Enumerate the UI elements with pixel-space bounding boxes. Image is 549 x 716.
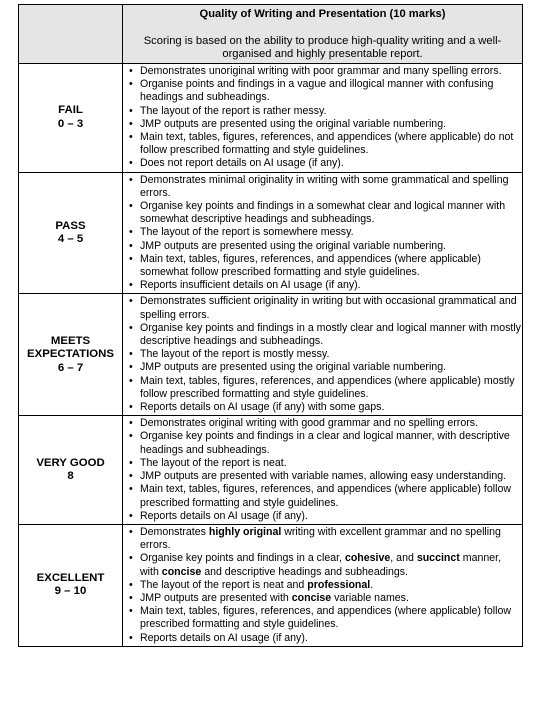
- criterion-item: • Main text, tables, figures, references, and appendices (where applicable) follow prescribed formatting and style guidelines.: [127, 483, 522, 509]
- rubric-row: [19, 172, 523, 294]
- criteria-list: [123, 525, 522, 646]
- criterion-item: • Organise points and findings in a vague and illogical manner with confusing headings and subheadings.: [127, 78, 522, 104]
- criterion-item: • JMP outputs are presented using the original variable numbering.: [127, 240, 522, 253]
- grade-range: 4 – 5: [57, 233, 84, 246]
- grade-label: PASS: [55, 219, 86, 232]
- rubric-row: [19, 524, 523, 646]
- rubric-row: [19, 416, 523, 525]
- criterion-item: • JMP outputs are presented using the original variable numbering.: [127, 361, 522, 374]
- criterion-item: • JMP outputs are presented with variable names, allowing easy understanding.: [127, 470, 522, 483]
- criterion-item: • Demonstrates sufficient originality in writing but with occasional grammatical and spelling errors.: [127, 295, 522, 321]
- criterion-item: • The layout of the report is somewhere messy.: [127, 226, 522, 239]
- rubric-row: [19, 294, 523, 416]
- criteria-cell: [123, 64, 523, 173]
- criterion-item: • Does not report details on AI usage (if any).: [127, 157, 522, 170]
- criterion-item: • Organise key points and findings in a clear and logical manner, with descriptive headings and subheadings.: [127, 430, 522, 456]
- criterion-item: • Organise key points and findings in a somewhat clear and logical manner with somewhat descriptive headings and subheadings.: [127, 200, 522, 226]
- emphasis-text: concise: [291, 591, 332, 604]
- grade-cell: [19, 524, 123, 646]
- emphasis-text: succinct: [416, 552, 460, 565]
- grade-label: MEETS: [50, 334, 91, 347]
- grade-label: VERY GOOD: [36, 456, 105, 469]
- rubric-table: [18, 4, 523, 647]
- criterion-item: • The layout of the report is mostly messy.: [127, 348, 522, 361]
- rubric-header-blank-cell: [19, 5, 123, 64]
- criterion-item: • Demonstrates original writing with good grammar and no spelling errors.: [127, 417, 522, 430]
- criterion-item: • The layout of the report is neat.: [127, 457, 522, 470]
- criteria-list: [123, 173, 522, 294]
- criterion-item: • Demonstrates unoriginal writing with poor grammar and many spelling errors.: [127, 65, 522, 78]
- emphasis-text: highly original: [208, 525, 282, 538]
- criterion-item: • JMP outputs are presented using the original variable numbering.: [127, 118, 522, 131]
- emphasis-text: concise: [161, 565, 202, 578]
- criteria-cell: [123, 172, 523, 294]
- criterion-item: • Organise key points and findings in a mostly clear and logical manner with mostly descriptive headings and subheadings.: [127, 322, 522, 348]
- grade-cell: [19, 294, 123, 416]
- grade-cell: [19, 64, 123, 173]
- rubric-title: Quality of Writing and Presentation (10 marks): [199, 8, 446, 20]
- criterion-item: • Reports insufficient details on AI usage (if any).: [127, 279, 522, 292]
- criteria-cell: [123, 416, 523, 525]
- grade-label: EXCELLENT: [36, 571, 105, 584]
- grade-label: FAIL: [58, 104, 83, 117]
- grade-cell: [19, 172, 123, 294]
- criteria-list: [123, 64, 522, 172]
- grade-range: 6 – 7: [57, 361, 84, 374]
- criterion-item: • The layout of the report is rather messy.: [127, 105, 522, 118]
- criterion-item: • JMP outputs are presented with concise variable names.: [127, 592, 522, 605]
- criterion-item: • Reports details on AI usage (if any) with some gaps.: [127, 401, 522, 414]
- rubric-header-cell: [123, 5, 523, 64]
- rubric-header-row: [19, 5, 523, 64]
- criterion-item: • The layout of the report is neat and professional.: [127, 579, 522, 592]
- criterion-item: • Main text, tables, figures, references, and appendices (where applicable) somewhat follow prescribed formatting and style guidelines.: [127, 253, 522, 279]
- grade-label: EXPECTATIONS: [27, 348, 114, 361]
- grade-range: 9 – 10: [54, 585, 87, 598]
- criterion-item: • Organise key points and findings in a clear, cohesive, and succinct manner, with concise and descriptive headings and subheadings.: [127, 552, 522, 578]
- grade-cell: [19, 416, 123, 525]
- criterion-item: • Demonstrates highly original writing with excellent grammar and no spelling errors.: [127, 526, 522, 552]
- criterion-item: • Demonstrates minimal originality in writing with some grammatical and spelling errors.: [127, 174, 522, 200]
- rubric-row: [19, 64, 523, 173]
- criterion-item: • Main text, tables, figures, references, and appendices (where applicable) do not follow prescribed formatting and style guidelines.: [127, 131, 522, 157]
- rubric-description: Scoring is based on the ability to produce high-quality writing and a well-organised and highly presentable report.: [143, 35, 502, 60]
- grade-range: 8: [67, 470, 74, 483]
- criterion-item: • Reports details on AI usage (if any).: [127, 632, 522, 645]
- criteria-list: [123, 416, 522, 524]
- criterion-item: • Reports details on AI usage (if any).: [127, 510, 522, 523]
- criterion-item: • Main text, tables, figures, references, and appendices (where applicable) follow prescribed formatting and style guidelines.: [127, 605, 522, 631]
- criteria-cell: [123, 524, 523, 646]
- criteria-cell: [123, 294, 523, 416]
- criteria-list: [123, 294, 522, 415]
- criterion-item: • Main text, tables, figures, references, and appendices (where applicable) mostly follow prescribed formatting and style guidelines.: [127, 375, 522, 401]
- grade-range: 0 – 3: [57, 117, 84, 130]
- emphasis-text: professional: [307, 578, 371, 591]
- emphasis-text: cohesive: [344, 552, 391, 565]
